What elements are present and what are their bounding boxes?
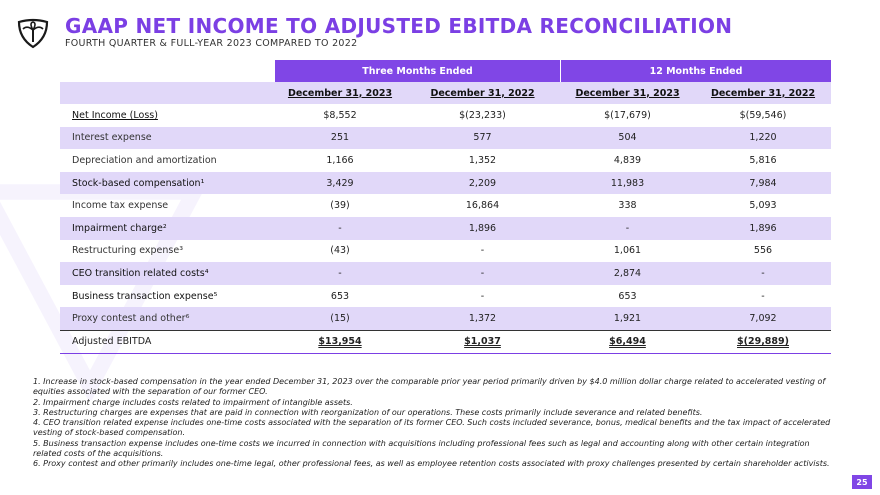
table-cell: - bbox=[625, 222, 630, 234]
table-cell: 7,984 bbox=[749, 177, 777, 189]
table-cell: - bbox=[761, 290, 765, 302]
group-three-months: Three Months Ended bbox=[275, 60, 560, 82]
table-cell: - bbox=[480, 290, 485, 302]
table-row bbox=[60, 285, 831, 308]
table-cell: 577 bbox=[473, 132, 492, 144]
table-cell: 2,874 bbox=[613, 267, 642, 279]
table-cell: $(59,546) bbox=[739, 109, 787, 121]
column-header: December 31, 2023 bbox=[287, 87, 393, 99]
row-label: Stock-based compensation¹ bbox=[72, 177, 205, 189]
total-cell: $13,954 bbox=[318, 336, 362, 348]
table-cell: 251 bbox=[330, 132, 350, 144]
table-cell: - bbox=[480, 267, 485, 279]
column-header: December 31, 2022 bbox=[430, 87, 535, 99]
table-cell: 7,092 bbox=[749, 313, 777, 325]
footnote: 3. Restructuring charges are expenses that are paid in connection with reorganization of our operations. These costs primarily include severance and related benefits. bbox=[33, 407, 703, 417]
table-row bbox=[60, 149, 831, 172]
row-label: Interest expense bbox=[72, 132, 152, 144]
footnote: 6. Proxy contest and other primarily includes one-time legal, other professional fees, as well as employee retention costs associated with proxy challenges presented by certain shareholder activists. bbox=[33, 459, 830, 469]
table-cell: 504 bbox=[618, 132, 637, 144]
table-row bbox=[60, 262, 831, 285]
total-row bbox=[60, 330, 831, 354]
row-label: Adjusted EBITDA bbox=[72, 336, 152, 348]
table-cell: - bbox=[338, 222, 342, 234]
table-row bbox=[60, 307, 831, 330]
table-cell: 11,983 bbox=[610, 177, 645, 189]
row-label: Impairment charge² bbox=[72, 222, 167, 234]
table-cell: $(23,233) bbox=[459, 109, 506, 121]
table-cell: (43) bbox=[330, 245, 350, 257]
group-header-row bbox=[60, 60, 831, 82]
table-cell: 5,816 bbox=[749, 154, 777, 166]
table-row bbox=[60, 127, 831, 150]
table-cell: 1,061 bbox=[613, 245, 642, 257]
row-label: Income tax expense bbox=[72, 200, 169, 212]
row-label: Business transaction expense⁵ bbox=[72, 290, 218, 302]
table-row bbox=[60, 217, 831, 240]
table-cell: 556 bbox=[753, 245, 773, 257]
row-label: Proxy contest and other⁶ bbox=[72, 313, 190, 325]
total-cell: $6,494 bbox=[609, 336, 646, 348]
table-cell: 338 bbox=[618, 200, 637, 212]
column-header: December 31, 2022 bbox=[710, 87, 816, 99]
column-header-row bbox=[60, 82, 831, 104]
footnotes bbox=[33, 377, 833, 470]
table-cell: $(17,679) bbox=[604, 109, 651, 121]
row-label: Depreciation and amortization bbox=[72, 154, 217, 166]
group-twelve-months: 12 Months Ended bbox=[560, 60, 831, 82]
table-cell: 1,921 bbox=[613, 313, 642, 325]
table-cell: 653 bbox=[618, 290, 637, 302]
table-row bbox=[60, 104, 831, 127]
table-cell: - bbox=[480, 245, 485, 257]
table-cell: 16,864 bbox=[465, 200, 500, 212]
table-cell: 2,209 bbox=[468, 177, 497, 189]
table-cell: (39) bbox=[330, 200, 350, 212]
table-cell: 1,372 bbox=[468, 313, 497, 325]
table-cell: 3,429 bbox=[326, 177, 354, 189]
reconciliation-table bbox=[60, 60, 831, 354]
table-row bbox=[60, 172, 831, 195]
page-title: GAAP NET INCOME TO ADJUSTED EBITDA RECONCILIATION bbox=[65, 14, 733, 38]
page-subtitle: FOURTH QUARTER & FULL-YEAR 2023 COMPARED TO 2022 bbox=[65, 38, 358, 49]
table-cell: 653 bbox=[330, 290, 350, 302]
footnote: 4. CEO transition related expense includes one-time costs associated with the separation of its former CEO. Such costs included severance, bonus, medical benefits and the tax impact of accelerated vesting of stock-based compensation. bbox=[33, 418, 831, 438]
table-cell: 1,896 bbox=[749, 222, 777, 234]
table-cell: 1,896 bbox=[468, 222, 497, 234]
table-row bbox=[60, 240, 831, 263]
row-label: CEO transition related costs⁴ bbox=[72, 267, 209, 279]
row-label: Restructuring expense³ bbox=[72, 245, 184, 257]
table-cell: 4,839 bbox=[613, 154, 642, 166]
table-cell: - bbox=[338, 267, 342, 279]
table-cell: 5,093 bbox=[749, 200, 777, 212]
table-cell: $8,552 bbox=[323, 109, 357, 121]
footnote: 2. Impairment charge includes costs related to impairment of intangible assets. bbox=[33, 397, 353, 407]
table-cell: (15) bbox=[330, 313, 350, 325]
column-header: December 31, 2023 bbox=[575, 87, 680, 99]
table-cell: 1,352 bbox=[468, 154, 497, 166]
table-cell: - bbox=[761, 267, 765, 279]
table-row bbox=[60, 194, 831, 217]
row-label: Net Income (Loss) bbox=[72, 109, 158, 121]
footnote: 5. Business transaction expense includes one-time costs we incurred in connection with acquisitions including professional fees such as legal and accounting along with other certain integration related costs of the acquisitions. bbox=[33, 438, 810, 459]
page-number: 25 bbox=[852, 475, 872, 489]
company-logo-icon bbox=[16, 16, 50, 50]
table-cell: 1,220 bbox=[749, 132, 777, 144]
footnote: 1. Increase in stock-based compensation in the year ended December 31, 2023 over the comparable prior year period primarily driven by $4.0 million dollar charge related to accelerated vesting of equities associated with the separation of our former CEO. bbox=[33, 377, 826, 397]
table-cell: 1,166 bbox=[326, 154, 354, 166]
total-cell: $(29,889) bbox=[737, 336, 789, 348]
total-cell: $1,037 bbox=[464, 336, 501, 348]
